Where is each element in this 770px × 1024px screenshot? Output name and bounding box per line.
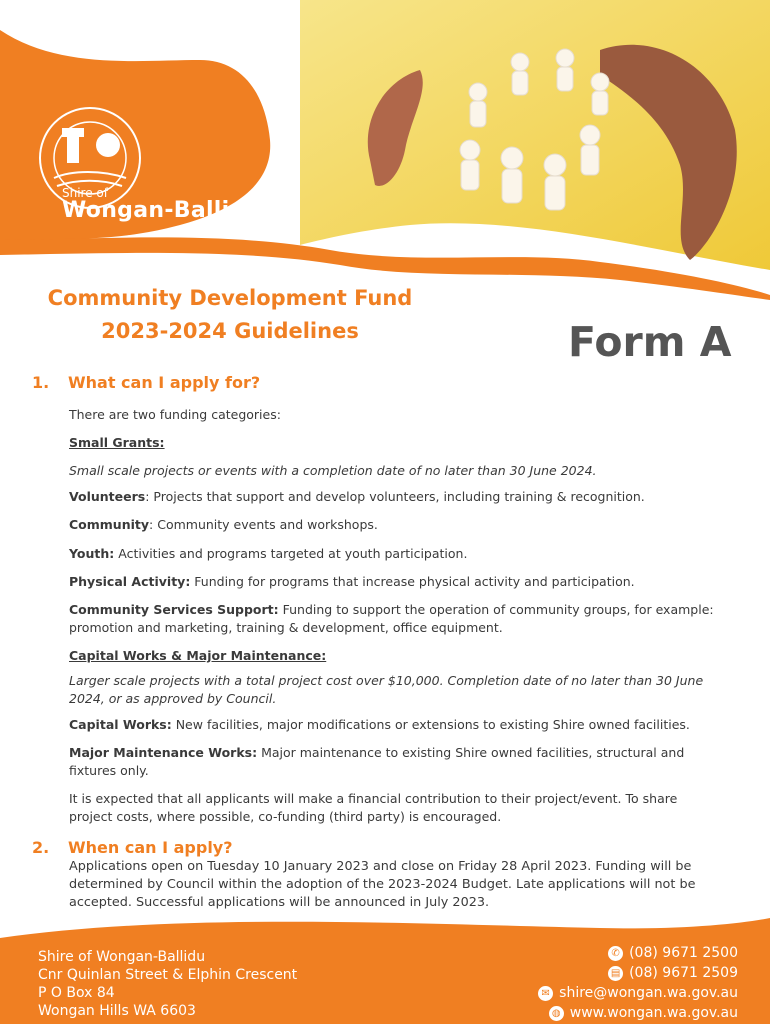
capital-works-note: Larger scale projects with a total project cost over $10,000. Completion date of no later than 30 June 2024, or as approved by Council.: [69, 673, 704, 706]
section2-number: 2.: [32, 838, 50, 857]
web-row[interactable]: ◍ www.wongan.wa.gov.au: [538, 1003, 738, 1023]
section1-number: 1.: [32, 373, 50, 392]
document-subtitle: 2023-2024 Guidelines: [101, 319, 359, 343]
volunteers-item: Volunteers: Projects that support and develop volunteers, including training & recognition.: [69, 489, 645, 504]
email-row[interactable]: ✉ shire@wongan.wa.gov.au: [538, 983, 738, 1003]
section1-intro: There are two funding categories:: [69, 407, 281, 422]
address-line-1: Shire of Wongan-Ballidu: [38, 949, 206, 965]
capital-works-item: Capital Works: New facilities, major modifications or extensions to existing Shire owned facilities.: [69, 717, 690, 732]
contribution-note: It is expected that all applicants will make a financial contribution to their project/event. To share project costs, where possible, co-funding (third party) is encouraged.: [69, 791, 678, 824]
section2-heading: When can I apply?: [68, 838, 233, 857]
logo-name-text: Wongan-Ballidu: [62, 198, 262, 223]
physical-activity-item: Physical Activity: Funding for programs that increase physical activity and participation.: [69, 574, 635, 589]
section2-text: Applications open on Tuesday 10 January 2023 and close on Friday 28 April 2023. Funding will be determined by Council within the adoption of the 2023-2024 Budget. Late applications will not be accepted. Successful applications will be announced in July 2023.: [69, 859, 696, 910]
capital-works-heading: Capital Works & Major Maintenance:: [69, 648, 327, 663]
form-label: Form A: [568, 318, 732, 366]
fax-icon: ▤: [608, 966, 623, 981]
small-grants-heading: Small Grants:: [69, 435, 165, 450]
logo-shire-text: Shire of: [62, 186, 108, 200]
address-line-3: P O Box 84: [38, 985, 115, 1001]
address-line-4: Wongan Hills WA 6603: [38, 1003, 196, 1019]
address-line-2: Cnr Quinlan Street & Elphin Crescent: [38, 967, 298, 983]
community-item: Community: Community events and workshops.: [69, 517, 378, 532]
email-icon: ✉: [538, 986, 553, 1001]
document-title: Community Development Fund: [47, 286, 413, 310]
small-grants-note: Small scale projects or events with a completion date of no later than 30 June 2024.: [69, 463, 597, 478]
phone-icon: ✆: [608, 946, 623, 961]
community-services-item: Community Services Support: Funding to support the operation of community groups, for example: promotion and marketing, training & development, office equipment.: [69, 602, 714, 635]
section1-heading: What can I apply for?: [68, 373, 261, 392]
phone-row[interactable]: ✆ (08) 9671 2500: [538, 943, 738, 963]
youth-item: Youth: Activities and programs targeted at youth participation.: [69, 546, 468, 561]
web-icon: ◍: [549, 1006, 564, 1021]
fax-row: ▤ (08) 9671 2509: [538, 963, 738, 983]
footer-contact: [538, 943, 738, 1023]
footer-address: [38, 948, 297, 1020]
major-maintenance-item: Major Maintenance Works: Major maintenance to existing Shire owned facilities, structural and fixtures only.: [69, 745, 685, 778]
